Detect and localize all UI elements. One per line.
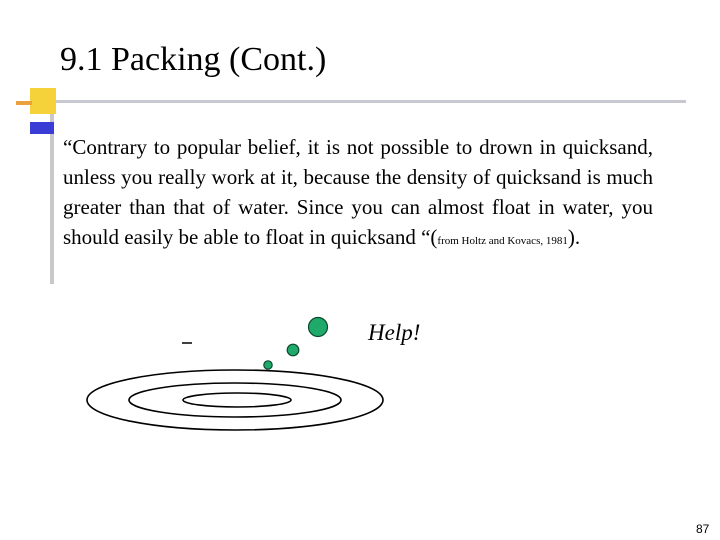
help-speech-text: Help! [368,320,421,345]
quicksand-ring-middle [129,383,341,417]
quicksand-ring-outer [87,370,383,430]
quote-citation: from Holtz and Kovacs, 1981 [437,235,568,247]
quote-text: “Contrary to popular belief, it is not possible to drown in quicksand, unless you really work at it, because the density of quicksand is much greater than that of water. Since you can almost float in water, you should easily be able to float in quicksand “( [63,135,653,249]
bubble-small [264,361,272,369]
bubble-large [309,318,328,337]
bubble-medium [287,344,299,356]
slide-title: 9.1 Packing (Cont.) [60,41,327,78]
quicksand-ring-inner [183,393,291,407]
quote-end: ). [567,225,581,249]
page-number: 87 [696,522,710,536]
